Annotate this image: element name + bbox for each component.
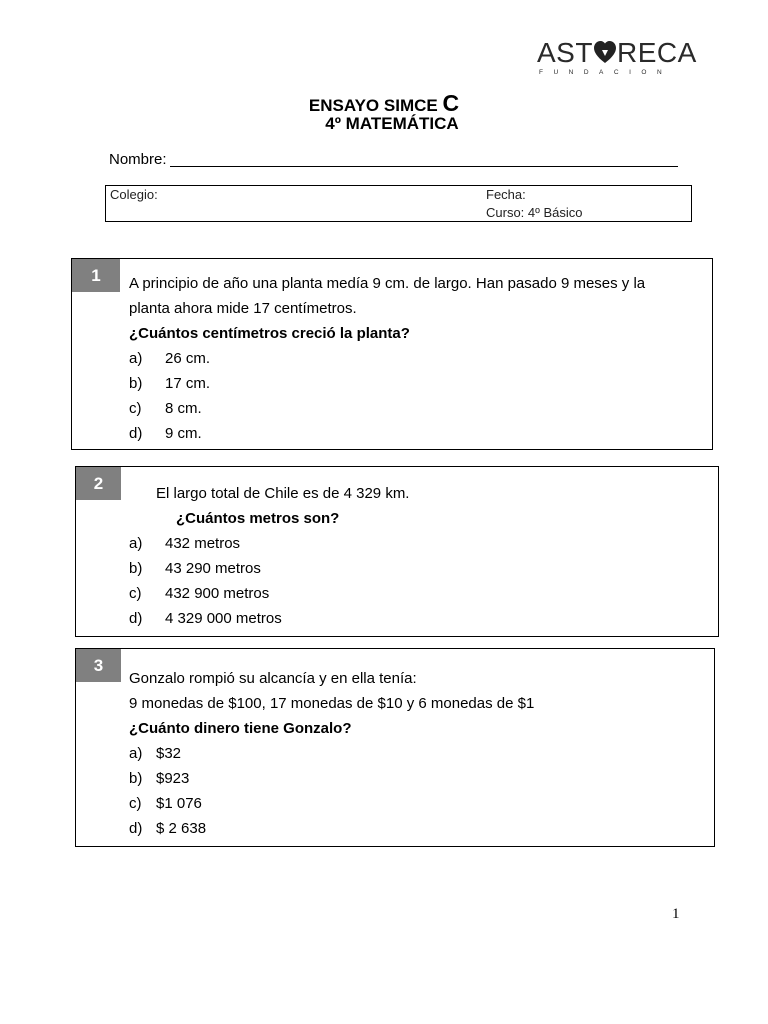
option-b[interactable]: $923 — [156, 770, 190, 787]
option-a[interactable]: 26 cm. — [165, 350, 211, 367]
astoreca-logo — [537, 37, 697, 76]
option-c[interactable]: 432 900 metros — [165, 585, 270, 602]
name-field[interactable] — [170, 166, 678, 167]
option-letter: d) — [129, 425, 143, 442]
question-number-badge: 3 — [76, 649, 121, 682]
option-letter: c) — [129, 400, 142, 417]
question-text: A principio de año una planta medía 9 cm. de largo. Han pasado 9 meses y la — [129, 275, 646, 292]
option-d[interactable]: 9 cm. — [165, 425, 202, 442]
fecha-label: Fecha: — [486, 187, 526, 202]
school-info-box — [105, 185, 692, 222]
option-c[interactable]: 8 cm. — [165, 400, 202, 417]
question-prompt: ¿Cuántos metros son? — [176, 510, 340, 527]
logo-wordmark: AST RECA — [537, 37, 697, 68]
heart-icon — [594, 41, 616, 65]
question-text: El largo total de Chile es de 4 329 km. — [156, 485, 410, 502]
question-text: planta ahora mide 17 centímetros. — [129, 300, 357, 317]
page-subtitle: 4º MATEMÁTICA — [325, 114, 459, 133]
option-letter: b) — [129, 375, 143, 392]
option-a[interactable]: 432 metros — [165, 535, 241, 552]
name-label: Nombre: — [109, 151, 167, 168]
question-text: 9 monedas de $100, 17 monedas de $10 y 6 monedas de $1 — [129, 695, 535, 712]
page-title — [0, 90, 768, 117]
option-letter: a) — [129, 535, 143, 552]
option-d[interactable]: $ 2 638 — [156, 820, 207, 837]
option-a[interactable]: $32 — [156, 745, 182, 762]
question-number-badge: 2 — [76, 467, 121, 500]
option-letter: a) — [129, 350, 143, 367]
question-prompt: ¿Cuántos centímetros creció la planta? — [129, 325, 410, 342]
option-letter: c) — [129, 795, 142, 812]
option-letter: c) — [129, 585, 142, 602]
option-b[interactable]: 17 cm. — [165, 375, 211, 392]
title-letter: C — [442, 90, 460, 116]
logo-subtitle: FUNDACION — [539, 69, 673, 76]
option-letter: d) — [129, 610, 143, 627]
question-prompt: ¿Cuánto dinero tiene Gonzalo? — [129, 720, 352, 737]
option-letter: d) — [129, 820, 143, 837]
page-number: 1 — [672, 906, 680, 922]
option-letter: b) — [129, 770, 143, 787]
curso-label: Curso: 4º Básico — [486, 205, 583, 220]
option-b[interactable]: 43 290 metros — [165, 560, 261, 577]
title-text: ENSAYO SIMCE — [308, 96, 438, 115]
option-letter: b) — [129, 560, 143, 577]
option-letter: a) — [129, 745, 143, 762]
option-d[interactable]: 4 329 000 metros — [165, 610, 282, 627]
colegio-label: Colegio: — [110, 187, 158, 202]
option-c[interactable]: $1 076 — [156, 795, 202, 812]
question-number-badge: 1 — [72, 259, 120, 292]
question-text: Gonzalo rompió su alcancía y en ella tenía: — [129, 670, 417, 687]
